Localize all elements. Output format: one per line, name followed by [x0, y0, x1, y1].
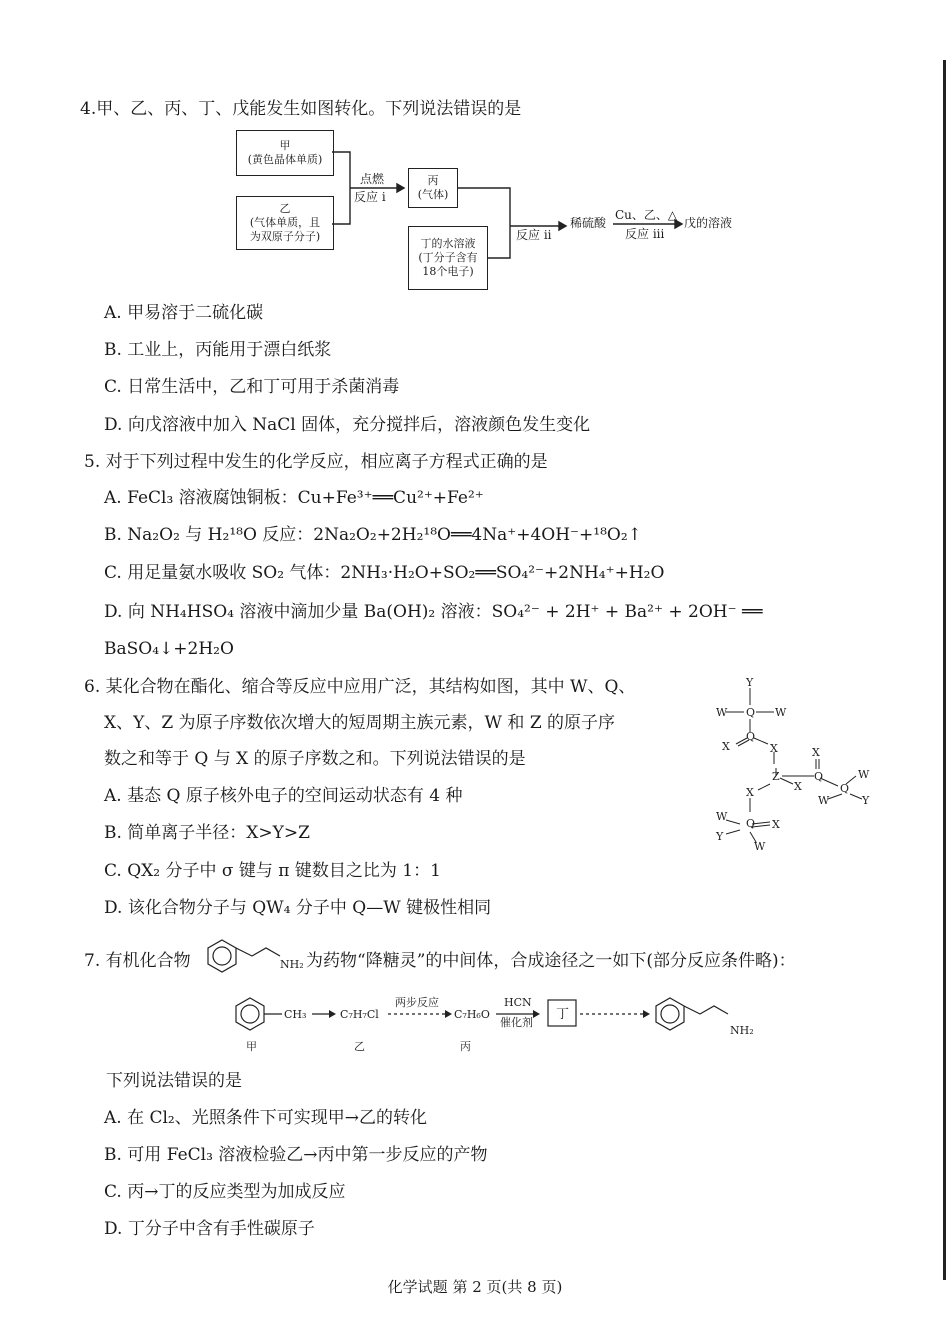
q4-option-b: B. 工业上，丙能用于漂白纸浆: [104, 340, 332, 360]
q7-option-d: D. 丁分子中含有手性碳原子: [104, 1219, 315, 1239]
atom-z-center: Z: [772, 770, 780, 783]
atom-q-far-right: Q: [840, 782, 850, 795]
atom-q-top: Q: [746, 706, 756, 719]
q7-question: 下列说法错误的是: [106, 1071, 242, 1091]
q5-stem: 5. 对于下列过程中发生的化学反应，相应离子方程式正确的是: [84, 452, 548, 472]
dilute-acid-label: 稀硫酸: [570, 216, 607, 230]
arrow3-bottom-label: 反应 iii: [625, 227, 665, 241]
atom-w-left: W: [716, 706, 728, 719]
q7-stem-suffix: 为药物“降糖灵”的中间体，合成途径之一如下(部分反应条件略)：: [306, 951, 796, 971]
scheme-label-jia: 甲: [246, 1040, 257, 1053]
q4-option-c: C. 日常生活中，乙和丁可用于杀菌消毒: [104, 377, 400, 397]
box-ding: [408, 226, 488, 290]
scheme-label-bing: 丙: [460, 1040, 471, 1053]
scheme-ch3: CH₃: [284, 1008, 307, 1021]
atom-x-top-right: X: [812, 746, 820, 759]
stem-nh2-label: NH₂: [280, 958, 304, 971]
q4-option-a: A. 甲易溶于二硫化碳: [104, 303, 264, 323]
atom-x-bridge-2: X: [794, 780, 802, 793]
q5-option-b: B. Na₂O₂ 与 H₂¹⁸O 反应：2Na₂O₂+2H₂¹⁸O══4Na⁺+4OH⁻+¹⁸O₂↑: [104, 525, 642, 545]
q7-stem-molecule: [200, 934, 310, 978]
arrow1-top-label: 点燃: [360, 172, 385, 186]
q5-option-a: A. FeCl₃ 溶液腐蚀铜板：Cu+Fe³⁺══Cu²⁺+Fe²⁺: [104, 488, 484, 508]
scheme-hcn: HCN: [504, 996, 532, 1009]
ding-line-3: 18个电子): [422, 265, 474, 278]
q5-option-d-continued: BaSO₄↓+2H₂O: [104, 639, 234, 659]
bing-desc: (气体): [417, 188, 449, 201]
scheme-bing-formula: C₇H₆O: [454, 1008, 490, 1021]
q6-option-c: C. QX₂ 分子中 σ 键与 π 键数目之比为 1：1: [104, 861, 441, 881]
atom-w-far-right: W: [858, 768, 870, 781]
scheme-yi-formula: C₇H₇Cl: [340, 1008, 379, 1021]
atom-w-lower: W: [754, 840, 766, 852]
arrow1-bottom-label: 反应 i: [354, 190, 386, 204]
scheme-nh2: NH₂: [730, 1024, 754, 1037]
q7-option-c: C. 丙→丁的反应类型为加成反应: [104, 1182, 346, 1202]
atom-w-right: W: [775, 706, 787, 719]
q6-option-b: B. 简单离子半径：X>Y>Z: [104, 823, 310, 843]
atom-x-double: X: [722, 740, 730, 753]
q4-option-d: D. 向戊溶液中加入 NaCl 固体，充分搅拌后，溶液颜色发生变化: [104, 415, 591, 435]
atom-y-top: Y: [746, 676, 754, 689]
q6-stem-line-1: 6. 某化合物在酯化、缩合等反应中应用广泛，其结构如图，其中 W、Q、: [84, 677, 636, 697]
q7-synthesis-scheme: [220, 990, 780, 1060]
q5-option-c: C. 用足量氨水吸收 SO₂ 气体：2NH₃·H₂O+SO₂══SO₄²⁻+2NH₄⁺+H₂O: [104, 563, 665, 583]
jia-desc: (黄色晶体单质): [247, 153, 323, 166]
ding-line-1: 丁的水溶液: [420, 237, 476, 250]
box-bing: [408, 168, 458, 208]
atom-w-right-low: W: [818, 794, 830, 807]
scheme-label-yi: 乙: [354, 1040, 365, 1053]
atom-y-lower-left: Y: [716, 830, 724, 843]
arrow3-top-label: Cu、乙、△: [615, 208, 678, 222]
q6-option-d: D. 该化合物分子与 QW₄ 分子中 Q—W 键极性相同: [104, 898, 492, 918]
atom-x-lower: X: [746, 786, 754, 799]
atom-q-ring: Q: [746, 730, 756, 743]
wu-label: 戊的溶液: [684, 216, 733, 230]
q7-option-a: A. 在 Cl₂、光照条件下可实现甲→乙的转化: [104, 1108, 427, 1128]
atom-q-lower: Q: [746, 817, 756, 830]
arrow2-label: 反应 ii: [516, 228, 552, 242]
atom-w-lower-left: W: [716, 810, 728, 823]
q6-stem-line-2: X、Y、Z 为原子序数依次增大的短周期主族元素，W 和 Z 的原子序: [104, 713, 616, 733]
q6-option-a: A. 基态 Q 原子核外电子的空间运动状态有 4 种: [104, 786, 463, 806]
atom-x-lower-double: X: [772, 818, 780, 831]
q6-stem-line-3: 数之和等于 Q 与 X 的原子序数之和。下列说法错误的是: [104, 749, 526, 769]
yi-desc-2: 为双原子分子): [249, 230, 321, 243]
scheme-catalyst: 催化剂: [500, 1016, 533, 1029]
bing-label: 丙: [427, 174, 439, 187]
scheme-two-step: 两步反应: [395, 996, 439, 1009]
q7-stem-prefix: 7. 有机化合物: [84, 951, 191, 971]
yi-label: 乙: [279, 202, 291, 215]
atom-x-bridge-1: X: [770, 742, 778, 755]
page-footer: 化学试题 第 2 页(共 8 页): [387, 1278, 563, 1296]
q5-option-d: D. 向 NH₄HSO₄ 溶液中滴加少量 Ba(OH)₂ 溶液：SO₄²⁻ + 2H⁺ + Ba²⁺ + 2OH⁻ ══: [104, 602, 763, 622]
q7-option-b: B. 可用 FeCl₃ 溶液检验乙→丙中第一步反应的产物: [104, 1145, 488, 1165]
yi-desc-1: (气体单质，且: [249, 216, 321, 229]
scheme-ding: 丁: [556, 1007, 570, 1022]
atom-q-right: Q: [814, 770, 824, 783]
ding-line-2: (丁分子含有: [418, 251, 478, 264]
atom-y-right: Y: [862, 794, 870, 807]
q4-stem: 4.甲、乙、丙、丁、戊能发生如图转化。下列说法错误的是: [80, 99, 522, 119]
q6-structure-diagram: [690, 672, 890, 852]
jia-label: 甲: [279, 139, 291, 152]
